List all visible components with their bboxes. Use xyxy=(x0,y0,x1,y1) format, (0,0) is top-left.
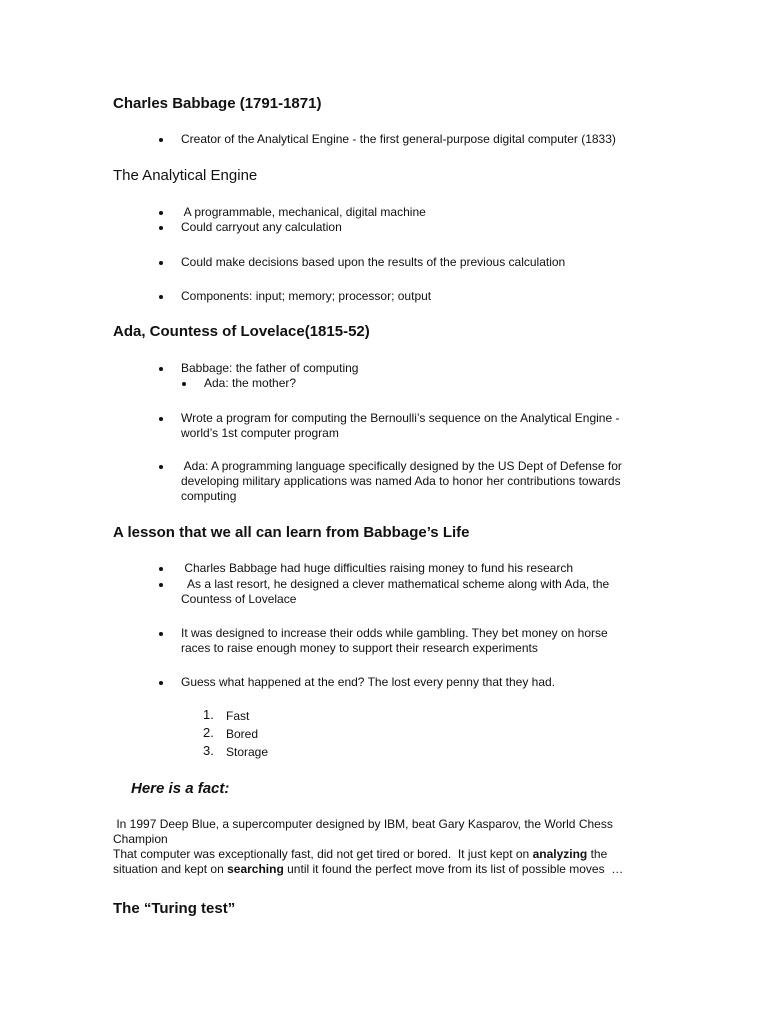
bullet-icon xyxy=(159,295,163,299)
list-item-text: Storage xyxy=(226,745,269,759)
bullet-text-line2: world’s 1st computer program xyxy=(181,426,339,440)
bullet-icon xyxy=(159,261,163,265)
bullet-icon xyxy=(159,681,163,685)
bullet-icon xyxy=(159,138,163,142)
bullet-text-line1: Ada: A programming language specifically designed by the US Dept of Defense for xyxy=(181,459,622,473)
bullet-text-line2: Countess of Lovelace xyxy=(181,592,297,606)
heading-analytical-engine: The Analytical Engine xyxy=(113,167,258,184)
list-number: 1. xyxy=(203,707,214,722)
fact-bold-word: analyzing xyxy=(532,847,588,861)
bullet-text-line1: Wrote a program for computing the Bernoulli’s sequence on the Analytical Engine - xyxy=(181,411,620,425)
bullet-icon xyxy=(159,367,163,371)
bullet-icon xyxy=(159,583,163,587)
fact-bold-word: searching xyxy=(227,862,284,876)
sub-bullet-icon xyxy=(182,382,186,386)
fact-text-line4 xyxy=(113,862,623,877)
fact-text-line2: Champion xyxy=(113,832,168,846)
bullet-text: Could carryout any calculation xyxy=(181,220,342,234)
bullet-text: A programmable, mechanical, digital machine xyxy=(181,205,426,219)
bullet-text-line1: As a last resort, he designed a clever mathematical scheme along with Ada, the xyxy=(181,577,610,591)
fact-text: the xyxy=(587,847,608,861)
bullet-icon xyxy=(159,417,163,421)
bullet-text-line1: It was designed to increase their odds while gambling. They bet money on horse xyxy=(181,626,608,640)
list-number: 2. xyxy=(203,725,214,740)
bullet-icon xyxy=(159,567,163,571)
bullet-text-line2: developing military applications was named Ada to honor her contributions towards xyxy=(181,474,621,488)
sub-bullet-text: Ada: the mother? xyxy=(204,376,297,390)
fact-text: until it found the perfect move from its list of possible moves … xyxy=(283,862,624,876)
bullet-text-line2: races to raise enough money to support their research experiments xyxy=(181,641,538,655)
bullet-text: Charles Babbage had huge difficulties raising money to fund his research xyxy=(181,561,574,575)
heading-babbage-lesson: A lesson that we all can learn from Babbage’s Life xyxy=(113,524,470,541)
bullet-text: Components: input; memory; processor; output xyxy=(181,289,432,303)
bullet-icon xyxy=(159,632,163,636)
fact-text-line1: In 1997 Deep Blue, a supercomputer designed by IBM, beat Gary Kasparov, the World Chess xyxy=(113,817,613,831)
bullet-text: Guess what happened at the end? The lost every penny that they had. xyxy=(181,675,556,689)
list-number: 3. xyxy=(203,743,214,758)
bullet-text: Babbage: the father of computing xyxy=(181,361,359,375)
fact-text: That computer was exceptionally fast, did not get tired or bored. It just kept on xyxy=(113,847,533,861)
bullet-icon xyxy=(159,226,163,230)
bullet-icon xyxy=(159,211,163,215)
list-item-text: Fast xyxy=(226,709,250,723)
heading-charles-babbage: Charles Babbage (1791-1871) xyxy=(113,95,322,112)
bullet-text-line3: computing xyxy=(181,489,237,503)
list-item-text: Bored xyxy=(226,727,259,741)
bullet-text: Could make decisions based upon the results of the previous calculation xyxy=(181,255,566,269)
heading-turing-test: The “Turing test” xyxy=(113,900,236,917)
heading-ada-lovelace: Ada, Countess of Lovelace(1815-52) xyxy=(113,323,370,340)
fact-text-line3 xyxy=(113,847,607,862)
fact-text: situation and kept on xyxy=(113,862,228,876)
bullet-icon xyxy=(159,465,163,469)
heading-here-is-a-fact: Here is a fact: xyxy=(131,780,230,797)
bullet-text: Creator of the Analytical Engine - the first general-purpose digital computer (1833) xyxy=(181,132,616,146)
